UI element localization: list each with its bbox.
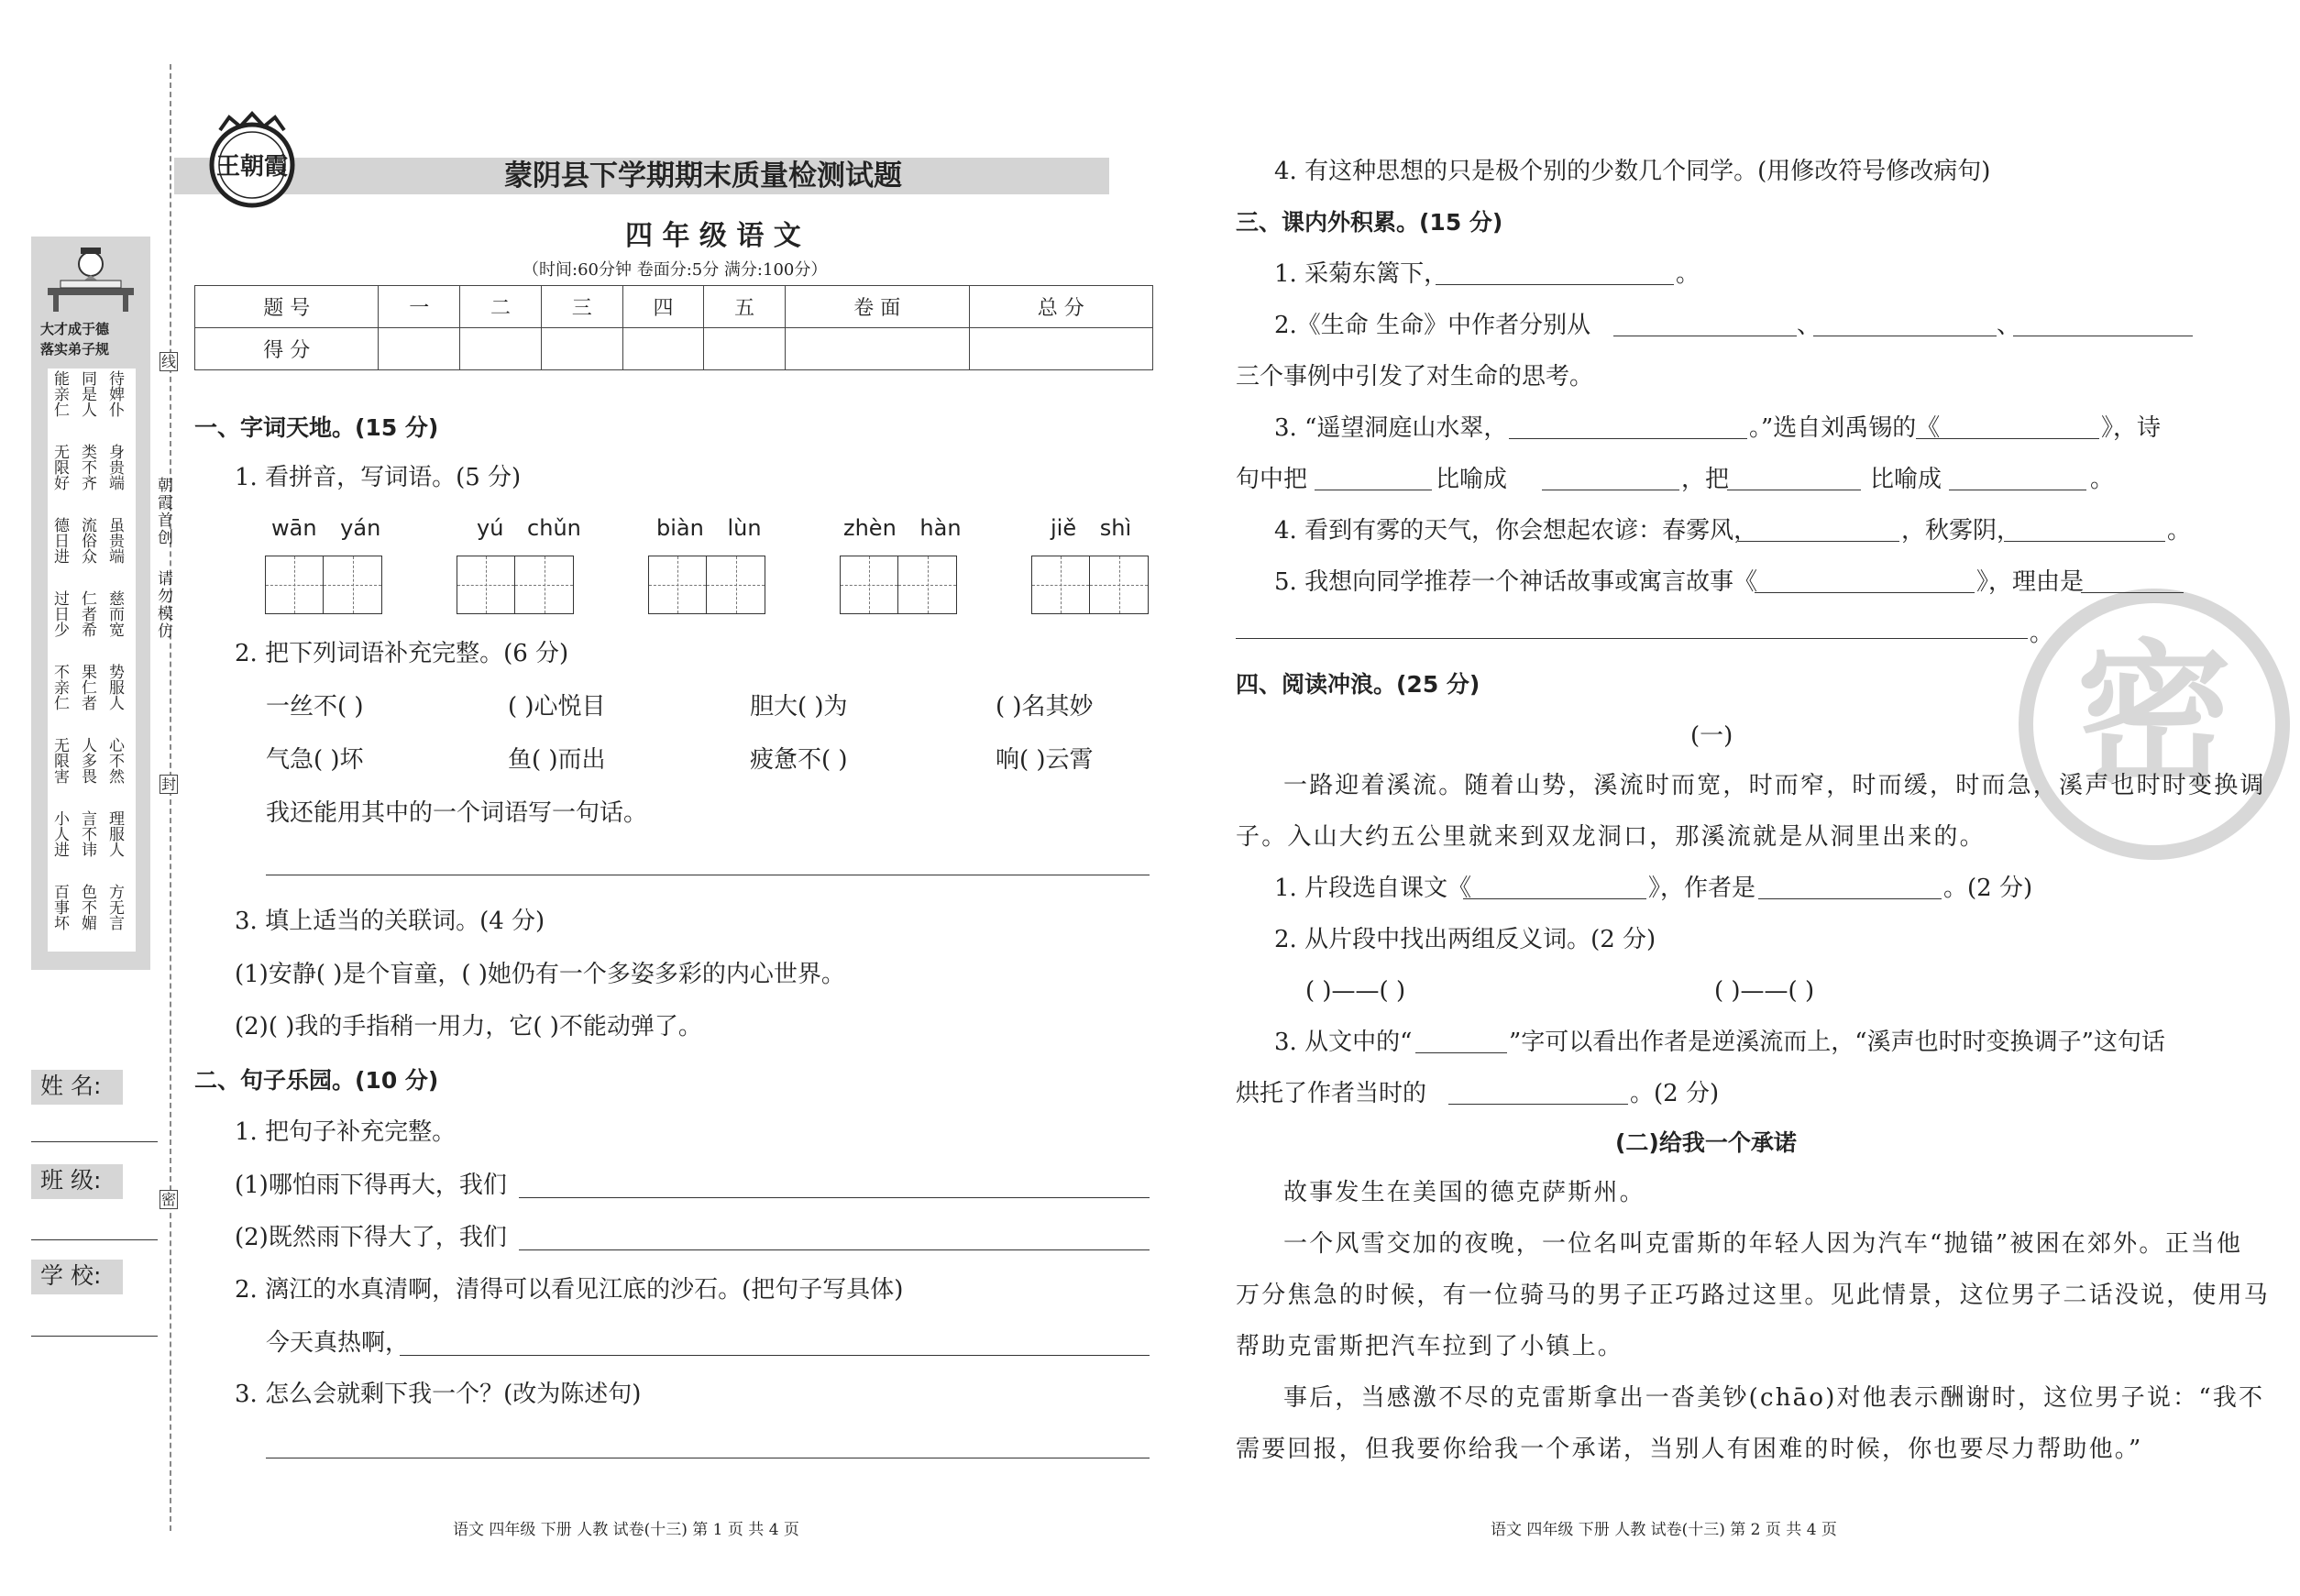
- svg-text:密: 密: [2075, 626, 2233, 808]
- answer-line[interactable]: [1758, 898, 1942, 899]
- passage-text: 故事发生在美国的德克萨斯州。: [1283, 1179, 1645, 1206]
- name-field[interactable]: [31, 1141, 158, 1142]
- motto-verse: 色不媚: [78, 884, 96, 930]
- motto-verse: 势服人: [105, 664, 124, 710]
- question: 2. 把下列词语补充完整。(6 分): [235, 640, 569, 667]
- name-label: 姓 名:: [40, 1073, 102, 1099]
- writing-grid[interactable]: [265, 556, 382, 614]
- motto-verse: 类不齐: [78, 444, 96, 490]
- pinyin: zhèn hàn: [843, 515, 962, 541]
- question: 4. 有这种思想的只是极个别的少数几个同学。(用修改符号修改病句): [1274, 158, 1991, 185]
- answer-line[interactable]: [1463, 898, 1646, 899]
- question: 3. 怎么会就剩下我一个？(改为陈述句): [235, 1381, 642, 1408]
- fold-mark: 密: [161, 1191, 177, 1208]
- logo: [193, 110, 312, 211]
- svg-text:王朝霞: 王朝霞: [215, 153, 289, 181]
- passage-text: 子。入山大约五公里就来到双龙洞口，那溪流就是从洞里出来的。: [1236, 823, 1986, 851]
- score-header: 一: [379, 286, 460, 328]
- question: 三个事例中引发了对生命的思考。: [1236, 363, 1594, 391]
- punct: 、: [1997, 312, 2021, 339]
- question: 1. 看拼音，写词语。(5 分): [235, 464, 522, 491]
- question: 1. 采菊东篱下，: [1274, 260, 1448, 288]
- school-label: 学 校:: [40, 1262, 102, 1289]
- motto-verse: 虽贵端: [105, 517, 124, 564]
- copyright-note: 请勿模仿: [154, 570, 172, 640]
- idiom-blank: 气急( )坏: [266, 746, 364, 774]
- motto-verse: 百事坏: [50, 884, 69, 930]
- idiom-blank: 胆大( )为: [750, 693, 848, 721]
- punct: 。: [2090, 466, 2115, 493]
- motto-verse: 小人进: [50, 810, 69, 857]
- motto-verse: 方无言: [105, 884, 124, 930]
- idiom-blank: 鱼( )而出: [508, 746, 606, 774]
- motto-verse: 言不讳: [78, 810, 96, 857]
- motto-verse: 理服人: [105, 810, 124, 857]
- passage-text: 事后，当感激不尽的克雷斯拿出一沓美钞(chāo)对他表示酬谢时，这位男子说：“我不: [1283, 1384, 2265, 1412]
- answer-line[interactable]: [1916, 438, 2099, 439]
- question: 今天真热啊，: [266, 1329, 410, 1357]
- subject-title: 四 年 级 语 文: [625, 220, 801, 252]
- answer-line[interactable]: [1509, 438, 1747, 439]
- question: (2)( )我的手指稍一用力，它( )不能动弹了。: [235, 1013, 702, 1040]
- writing-grid[interactable]: [648, 556, 765, 614]
- score-header: 五: [704, 286, 786, 328]
- motto-verse: 仁者希: [78, 590, 96, 637]
- score-header: 卷 面: [786, 286, 969, 328]
- answer-line[interactable]: [400, 1355, 1150, 1356]
- school-field[interactable]: [31, 1336, 158, 1337]
- passage-text: 一个风雪交加的夜晚，一位名叫克雷斯的年轻人因为汽车“抛锚”被困在郊外。正当他: [1283, 1230, 2243, 1258]
- fold-mark: 封: [161, 776, 177, 793]
- score-label: 得 分: [195, 328, 379, 370]
- motto-verse: 无限害: [50, 737, 69, 784]
- question: 句中把: [1236, 466, 1308, 493]
- question: (2)既然雨下得大了，我们: [235, 1224, 507, 1251]
- label: 。(2 分): [1630, 1080, 1720, 1107]
- motto-verse: 待婢仆: [105, 370, 124, 417]
- writing-grid[interactable]: [457, 556, 574, 614]
- motto-verse: 果仁者: [78, 664, 96, 710]
- question: 2. 从片段中找出两组反义词。(2 分): [1274, 926, 1656, 953]
- page-footer: 语文 四年级 下册 人教 试卷(十三) 第 1 页 共 4 页: [453, 1521, 799, 1539]
- answer-line[interactable]: [519, 1197, 1150, 1198]
- fold-line: [170, 64, 171, 1531]
- score-cell[interactable]: [379, 328, 460, 370]
- passage-title: (一): [1690, 722, 1733, 750]
- punct: 》，诗: [2101, 414, 2162, 442]
- exam-info: （时间:60分钟 卷面分:5分 满分:100分）: [523, 260, 828, 280]
- class-label: 班 级:: [40, 1167, 102, 1194]
- answer-line[interactable]: [1436, 284, 1674, 285]
- label: 》，作者是: [1648, 875, 1756, 902]
- motto-verse: 无限好: [50, 444, 69, 490]
- motto-verse: 心不然: [105, 737, 124, 784]
- pinyin: yú chǔn: [477, 515, 581, 541]
- antonym-pair: ( )——( ): [1305, 977, 1406, 1005]
- answer-line[interactable]: [2081, 592, 2184, 593]
- question: 4. 看到有雾的天气，你会想起农谚：春雾风，: [1274, 517, 1758, 545]
- question: 3. 从文中的“: [1274, 1029, 1413, 1056]
- class-field[interactable]: [31, 1239, 158, 1240]
- section-2-title: 二、句子乐园。(10 分): [194, 1067, 439, 1094]
- punct: 。”选自刘禹锡的《: [1749, 414, 1941, 442]
- idiom-blank: ( )名其妙: [996, 693, 1094, 721]
- confidential-watermark: [2017, 587, 2292, 862]
- passage-text: 帮助克雷斯把汽车拉到了小镇上。: [1236, 1333, 1624, 1360]
- score-cell[interactable]: [704, 328, 786, 370]
- motto-verse: 身贵端: [105, 444, 124, 490]
- answer-line[interactable]: [519, 1249, 1150, 1250]
- question: 烘托了作者当时的: [1236, 1080, 1427, 1107]
- score-header: 三: [541, 286, 622, 328]
- writing-grid[interactable]: [840, 556, 957, 614]
- pinyin: biàn lùn: [656, 515, 762, 541]
- motto-line: 落实弟子规: [40, 341, 110, 358]
- label: 比喻成: [1870, 466, 1942, 493]
- question: 2. 漓江的水真清啊，清得可以看见江底的沙石。(把句子写具体): [235, 1276, 904, 1304]
- question: 2.《生命 生命》中作者分别从: [1274, 312, 1591, 339]
- punct: 。: [1676, 260, 1700, 288]
- motto-verse: 人多畏: [78, 737, 96, 784]
- motto-verse: 同是人: [78, 370, 96, 417]
- label: 比喻成: [1436, 466, 1508, 493]
- answer-line[interactable]: [1755, 592, 1975, 593]
- passage-text: 万分焦急的时候，有一位骑马的男子正巧路过这里。见此情景，这位男子二话没说，使用马: [1236, 1282, 2271, 1309]
- pinyin: jiě shì: [1051, 515, 1132, 541]
- answer-line[interactable]: [2004, 541, 2165, 542]
- answer-line[interactable]: [1448, 1104, 1628, 1105]
- passage-text: 需要回报，但我要你给我一个承诺，当别人有困难的时候，你也要尽力帮助他。”: [1236, 1436, 2143, 1463]
- score-header: 总 分: [969, 286, 1153, 328]
- question: 我还能用其中的一个词语写一句话。: [266, 799, 648, 827]
- motto-line: 大才成于德: [40, 321, 110, 337]
- score-cell[interactable]: [460, 328, 542, 370]
- section-3-title: 三、课内外积累。(15 分): [1236, 209, 1503, 236]
- passage-text: 一路迎着溪流。随着山势，溪流时而宽，时而窄，时而缓，时而急，溪声也时时变换调: [1283, 772, 2266, 799]
- page-footer: 语文 四年级 下册 人教 试卷(十三) 第 2 页 共 4 页: [1491, 1521, 1837, 1539]
- score-cell[interactable]: [541, 328, 622, 370]
- label: ，把: [1681, 466, 1730, 493]
- idiom-blank: ( )心悦目: [508, 693, 606, 721]
- score-cell[interactable]: [969, 328, 1153, 370]
- label: 》，理由是: [1976, 568, 2085, 596]
- question: 3. “遥望洞庭山水翠，: [1274, 414, 1508, 442]
- writing-grid[interactable]: [1031, 556, 1149, 614]
- question: 3. 填上适当的关联词。(4 分): [235, 908, 545, 935]
- pinyin: wān yán: [271, 515, 381, 541]
- question: (1)安静( )是个盲童，( )她仍有一个多姿多彩的内心世界。: [235, 961, 845, 988]
- fold-mark: 线: [161, 353, 177, 370]
- antonym-pair: ( )——( ): [1714, 977, 1815, 1005]
- punct: 、: [1797, 312, 1821, 339]
- answer-line[interactable]: [1415, 1052, 1507, 1053]
- idiom-blank: 响( )云霄: [996, 746, 1094, 774]
- scholar-illustration: [40, 240, 141, 315]
- question: (1)哪怕雨下得再大，我们: [235, 1172, 507, 1199]
- motto-verse: 过日少: [50, 590, 69, 637]
- score-table: [194, 285, 1153, 370]
- copyright-note: 朝霞首创: [154, 477, 172, 546]
- idiom-blank: 疲惫不( ): [750, 746, 848, 774]
- section-1-title: 一、字词天地。(15 分): [194, 414, 439, 441]
- motto-verse: 德日进: [50, 517, 69, 564]
- motto-verse: 慈而宽: [105, 590, 124, 637]
- section-4-title: 四、阅读冲浪。(25 分): [1236, 671, 1480, 698]
- idiom-blank: 一丝不( ): [266, 693, 364, 721]
- motto-verse: 流俗众: [78, 517, 96, 564]
- question: 1. 片段选自课文《: [1274, 875, 1472, 902]
- label: ，秋雾阴，: [1901, 517, 2021, 545]
- score-header: 题 号: [195, 286, 379, 328]
- label: 。(2 分): [1943, 875, 2033, 902]
- question: ”字可以看出作者是逆溪流而上，“溪声也时时变换调子”这句话: [1509, 1029, 2165, 1056]
- question: 1. 把句子补充完整。: [235, 1118, 457, 1146]
- punct: 。: [2167, 517, 2192, 545]
- passage-title: (二)给我一个承诺: [1615, 1129, 1797, 1156]
- exam-title: 蒙阴县下学期期末质量检测试题: [504, 160, 902, 193]
- question: 5. 我想向同学推荐一个神话故事或寓言故事《: [1274, 568, 1758, 596]
- punct: 。: [2030, 620, 2054, 647]
- answer-line[interactable]: [1738, 541, 1899, 542]
- score-cell[interactable]: [622, 328, 704, 370]
- score-cell[interactable]: [786, 328, 969, 370]
- motto-verse: 能亲仁: [50, 370, 69, 417]
- score-header: 二: [460, 286, 542, 328]
- answer-line[interactable]: [1236, 638, 2028, 639]
- score-header: 四: [622, 286, 704, 328]
- motto-verse: 不亲仁: [50, 664, 69, 710]
